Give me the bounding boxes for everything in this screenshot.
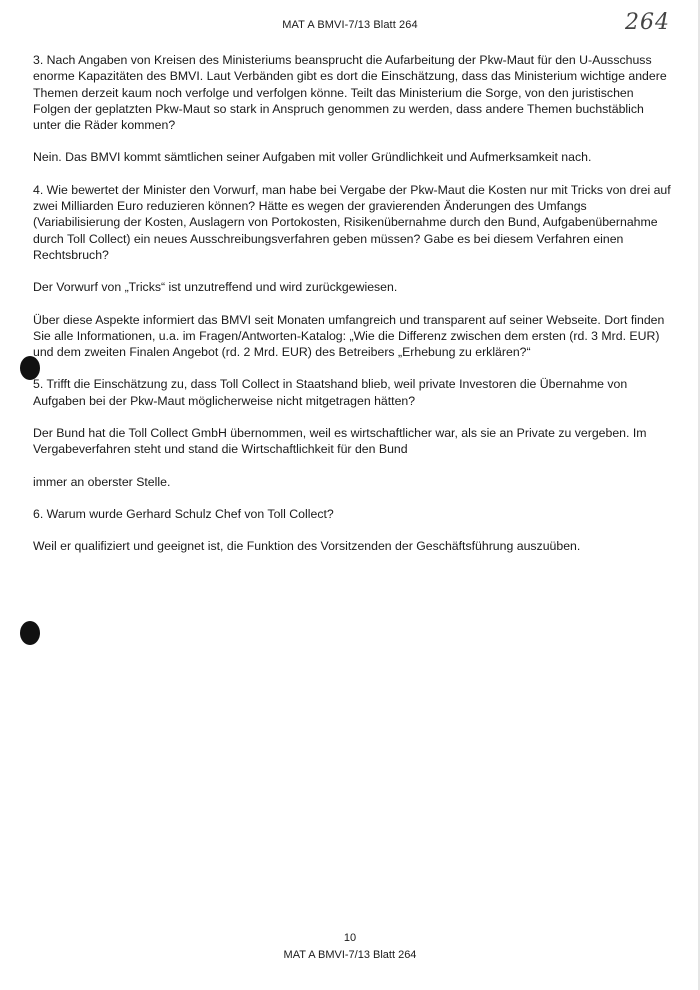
answer-5-part-2: immer an oberster Stelle. xyxy=(33,474,171,489)
handwritten-page-number: 264 xyxy=(625,10,670,35)
punch-hole-bottom xyxy=(20,621,40,645)
document-body xyxy=(33,52,673,555)
answer-3: Nein. Das BMVI kommt sämtlichen seiner Aufgaben mit voller Gründlichkeit und Aufmerksamkeit nach. xyxy=(33,150,592,165)
page-header: MAT A BMVI-7/13 Blatt 264 xyxy=(282,19,418,31)
question-3: 3. Nach Angaben von Kreisen des Ministeriums beansprucht die Aufarbeitung der Pkw-Maut für den U-Ausschuss enorme Kapazitäten des BMVI. Laut Verbänden gibt es dort die Einschätzung, dass das Ministerium wichtige andere Themen derzeit kaum noch verfolge und verfolgen könne. Teilt das Ministerium die Sorge, von den juristischen Folgen der geplatzten Pkw-Maut so stark in Anspruch genommen zu werden, dass andere Themen buchstäblich unter die Räder kommen? xyxy=(33,53,667,133)
footer-page-number: 10 xyxy=(343,932,357,944)
answer-4-part-1: Der Vorwurf von „Tricks“ ist unzutreffend und wird zurückgewiesen. xyxy=(33,280,398,295)
punch-hole-top xyxy=(20,356,40,380)
answer-6: Weil er qualifiziert und geeignet ist, die Funktion des Vorsitzenden der Geschäftsführung auszuüben. xyxy=(33,539,581,554)
question-5: 5. Trifft die Einschätzung zu, dass Toll Collect in Staatshand blieb, weil private Investoren die Übernahme von Aufgaben bei der Pkw-Maut möglicherweise nicht mitgetragen hätten? xyxy=(33,377,628,408)
answer-4-part-2: Über diese Aspekte informiert das BMVI seit Monaten umfangreich und transparent auf seiner Webseite. Dort finden Sie alle Informationen, u.a. im Fragen/Antworten-Katalog: „Wie die Differenz zwischen dem ersten (rd. 3 Mrd. EUR) und dem zweiten Finalen Angebot (rd. 2 Mrd. EUR) des Betreibers „Erhebung zu erklären?“ xyxy=(33,312,665,360)
footer-title: MAT A BMVI-7/13 Blatt 264 xyxy=(283,949,417,961)
answer-5-part-1: Der Bund hat die Toll Collect GmbH übernommen, weil es wirtschaftlicher war, als sie an Private zu vergeben. Im Vergabeverfahren steht und stand die Wirtschaftlichkeit für den Bund xyxy=(33,426,647,457)
question-6: 6. Warum wurde Gerhard Schulz Chef von Toll Collect? xyxy=(33,506,334,521)
question-4: 4. Wie bewertet der Minister den Vorwurf, man habe bei Vergabe der Pkw-Maut die Kosten nur mit Tricks von drei auf zwei Milliarden Euro reduzieren können? Hätte es wegen der gravierenden Änderungen des Umfangs (Variabilisierung der Kosten, Auslagern von Portokosten, Risikenübernahme durch den Bund, Aufgabenübernahme durch Toll Collect) ein neues Ausschreibungsverfahren geben müssen? Gabe es bei diesem Verfahren einen Rechtsbruch? xyxy=(33,182,671,262)
